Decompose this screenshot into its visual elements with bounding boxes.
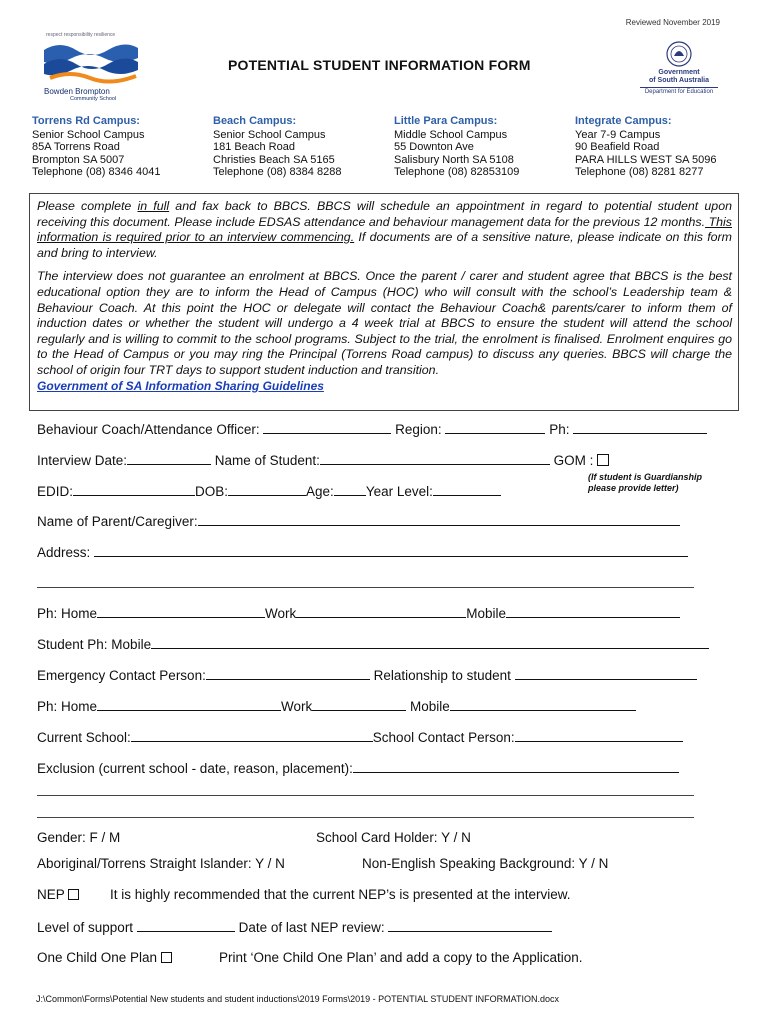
nep-label: NEP [37, 887, 69, 902]
exclusion-extra-line[interactable] [37, 817, 694, 818]
parent-field[interactable] [198, 512, 680, 526]
instructions-text: If documents are of a sensitive nature, please indicate on this form and bring to interview. [37, 230, 732, 260]
guardianship-note-line: (If student is Guardianship [588, 472, 703, 482]
ph-label: Ph: [545, 422, 574, 437]
campus-line: 85A Torrens Road [32, 141, 120, 154]
campus-line: Brompton SA 5007 [32, 153, 125, 166]
emergency-field[interactable] [206, 666, 370, 680]
edid-field[interactable] [73, 482, 195, 496]
emergency-mobile-field[interactable] [450, 697, 636, 711]
campus-line: Telephone (08) 8346 4041 [32, 166, 161, 179]
instructions-paragraph-2 [37, 269, 732, 394]
age-label: Age: [306, 484, 334, 499]
school-logo [34, 30, 146, 102]
school-tagline: respect responsibility resilience [46, 32, 116, 38]
ph-field[interactable] [573, 420, 707, 434]
edid-label: EDID: [37, 484, 74, 499]
row-emergency [37, 666, 697, 683]
row-ocop [37, 950, 172, 965]
reviewed-date: Reviewed November 2019 [625, 18, 720, 27]
relationship-label: Relationship to student [369, 668, 515, 683]
dob-label: DOB: [195, 484, 229, 499]
work-label: Work [281, 699, 313, 714]
parent-label: Name of Parent/Caregiver: [37, 514, 198, 529]
instructions-text: Please complete [37, 199, 138, 213]
level-support-field[interactable] [137, 918, 235, 932]
campus-heading: Beach Campus: [213, 115, 297, 127]
row-address [37, 543, 688, 560]
nep-checkbox[interactable] [68, 889, 79, 900]
emergency-ph-home-field[interactable] [97, 697, 281, 711]
campus-line: Year 7-9 Campus [575, 128, 661, 141]
interview-date-label: Interview Date: [37, 453, 128, 468]
page-title: POTENTIAL STUDENT INFORMATION FORM [228, 57, 531, 73]
campus-torrens-rd [32, 115, 160, 179]
instructions-box [29, 193, 739, 411]
ph-home-field[interactable] [97, 604, 265, 618]
campus-line: PARA HILLS WEST SA 5096 [575, 153, 717, 166]
dob-field[interactable] [228, 482, 306, 496]
exclusion-label: Exclusion (current school - date, reason, placement): [37, 761, 353, 776]
ocop-label: One Child One Plan [37, 950, 161, 965]
campus-line: Telephone (08) 8281 8277 [575, 166, 704, 179]
work-label: Work [265, 606, 297, 621]
aboriginal-label: Aboriginal/Torrens Straight Islander: Y / N [37, 856, 285, 871]
instructions-text: and fax back to BBCS. BBCS will schedule an appointment in regard to potential student upon receiving this document. Please include EDSAS attendance and behaviour management data for the previous 12 months. [37, 199, 732, 229]
gender-label: Gender: F / M [37, 830, 121, 845]
emergency-work-field[interactable] [312, 697, 406, 711]
campus-line: Senior School Campus [213, 128, 326, 141]
exclusion-extra-line[interactable] [37, 795, 694, 796]
work-field[interactable] [296, 604, 466, 618]
age-field[interactable] [334, 482, 366, 496]
campus-line: 181 Beach Road [213, 141, 295, 154]
student-ph-label: Student Ph: Mobile [37, 637, 152, 652]
campus-line: Salisbury North SA 5108 [394, 153, 514, 166]
emergency-label: Emergency Contact Person: [37, 668, 206, 683]
government-logo [636, 40, 722, 106]
behaviour-coach-label: Behaviour Coach/Attendance Officer: [37, 422, 264, 437]
student-name-field[interactable] [320, 451, 550, 465]
ph-home-label: Ph: Home [37, 699, 98, 714]
campus-heading: Torrens Rd Campus: [32, 115, 140, 127]
footer-file-path: J:\Common\Forms\Potential New students and student inductions\2019 Forms\2019 - POTENTIAL STUDENT INFORMATION.docx [36, 994, 560, 1004]
row-level-support [37, 918, 552, 935]
row-emergency-phones [37, 697, 636, 714]
exclusion-field[interactable] [353, 759, 679, 773]
row-interview [37, 451, 609, 468]
info-sharing-guidelines-link[interactable]: Government of SA Information Sharing Guidelines [37, 378, 324, 393]
row-phones [37, 604, 680, 621]
campus-line: Senior School Campus [32, 128, 145, 141]
campus-integrate [575, 115, 716, 179]
school-name: Bowden Brompton [44, 87, 110, 96]
mobile-label: Mobile [466, 606, 507, 621]
student-ph-field[interactable] [151, 635, 709, 649]
level-support-label: Level of support [37, 920, 137, 935]
school-subname: Community School [70, 96, 117, 102]
campus-heading: Little Para Campus: [394, 115, 498, 127]
region-field[interactable] [445, 420, 545, 434]
ocop-checkbox[interactable] [161, 952, 172, 963]
instructions-text: The interview does not guarantee an enrolment at BBCS. Once the parent / carer and student agree that BBCS is the best educational option they are to inform the Head of Campus (HOC) who will consult with the school’s Leadership team & Behaviour Coach. At this point the HOC or delegate will contact the Behaviour Coach& parents/carer to inform them of induction dates or whether the student will undergo a 4 week trial at BBCS to ensure the student will attend the school regularly and is willing to commit to the school programs. Subject to the trial, the enrolment is finalised. Enrolment enquires go to the Head of Campus or you may ring the Principal (Torrens Road campus) to discuss any queries. BBCS will charge the school of origin four TRT days to support student induction and transition. [37, 269, 732, 377]
gov-line1: Government [658, 69, 700, 76]
date-nep-label: Date of last NEP review: [234, 920, 389, 935]
school-contact-label: School Contact Person: [372, 730, 515, 745]
campus-line: 55 Downton Ave [394, 141, 474, 154]
crest-icon [664, 40, 694, 68]
ocop-note: Print ‘One Child One Plan’ and add a copy to the Application. [219, 950, 583, 965]
gom-label: GOM : [549, 453, 598, 468]
gov-department: Department for Education [640, 87, 718, 95]
current-school-field[interactable] [131, 728, 373, 742]
wave-logo-icon [40, 40, 140, 86]
guardianship-note-line: please provide letter) [588, 483, 679, 493]
student-name-label: Name of Student: [211, 453, 320, 468]
row-parent [37, 512, 680, 529]
nep-note: It is highly recommended that the current NEP’s is presented at the interview. [110, 887, 571, 902]
campus-beach [213, 115, 341, 179]
region-label: Region: [391, 422, 446, 437]
instructions-underlined: in full [137, 199, 170, 213]
mobile-label: Mobile [406, 699, 450, 714]
row-behaviour-coach [37, 420, 707, 437]
non-english-label: Non-English Speaking Background: Y / N [362, 856, 609, 871]
campus-line: 90 Beafield Road [575, 141, 660, 154]
campus-heading: Integrate Campus: [575, 115, 672, 127]
campus-line: Telephone (08) 8384 8288 [213, 166, 342, 179]
guardianship-note [588, 472, 702, 494]
year-level-label: Year Level: [365, 484, 433, 499]
mobile-field[interactable] [506, 604, 680, 618]
year-level-field[interactable] [433, 482, 501, 496]
address-extra-line[interactable] [37, 587, 694, 588]
instructions-paragraph-1 [37, 199, 732, 261]
date-nep-field[interactable] [388, 918, 552, 932]
row-exclusion [37, 759, 679, 776]
instructions-underlined: This information is required prior to an interview commencing. [37, 214, 732, 245]
row-edid [37, 482, 501, 499]
row-student-ph [37, 635, 709, 652]
school-contact-field[interactable] [515, 728, 683, 742]
interview-date-field[interactable] [127, 451, 211, 465]
school-card-label: School Card Holder: Y / N [316, 830, 471, 845]
address-field[interactable] [94, 543, 688, 557]
campus-line: Middle School Campus [394, 128, 508, 141]
ph-home-label: Ph: Home [37, 606, 98, 621]
gov-line2: of South Australia [648, 77, 710, 84]
current-school-label: Current School: [37, 730, 131, 745]
campus-little-para [394, 115, 519, 179]
relationship-field[interactable] [515, 666, 697, 680]
campus-line: Telephone (08) 82853109 [394, 166, 520, 179]
campus-line: Christies Beach SA 5165 [213, 153, 335, 166]
gom-checkbox[interactable] [597, 454, 609, 466]
address-label: Address: [37, 545, 95, 560]
row-current-school [37, 728, 683, 745]
row-nep [37, 887, 79, 902]
behaviour-coach-field[interactable] [263, 420, 391, 434]
